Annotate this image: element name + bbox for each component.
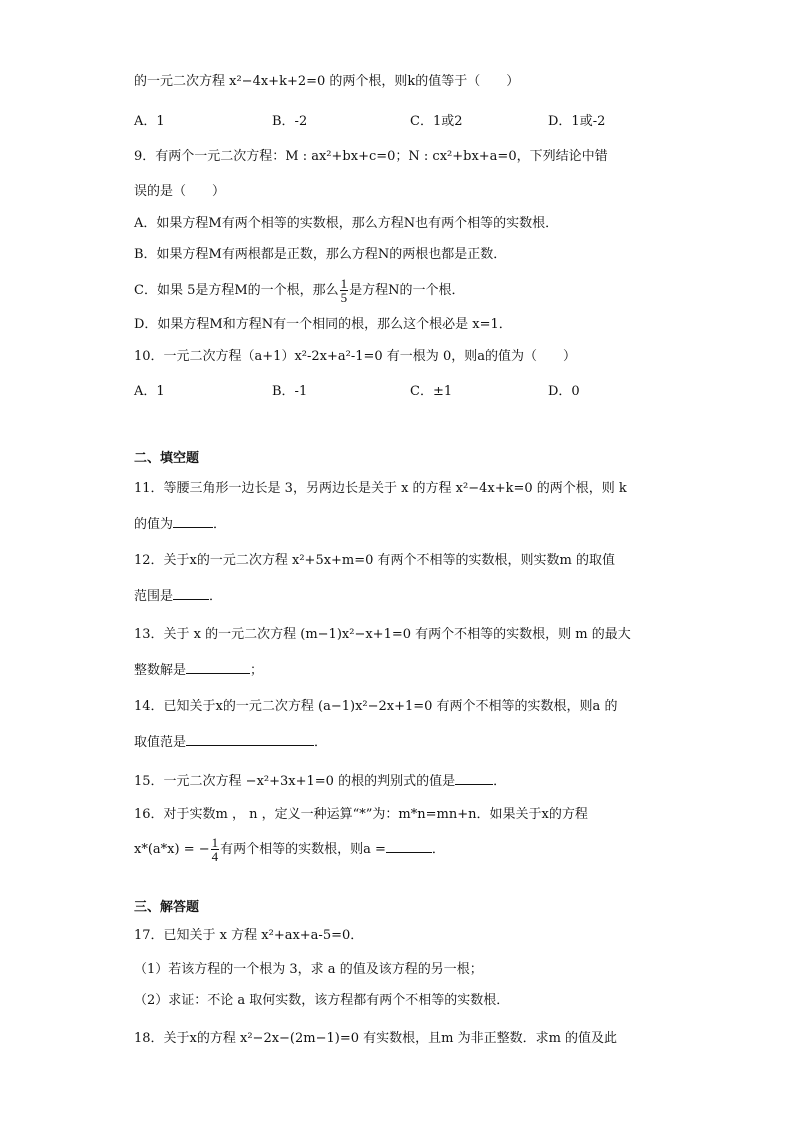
q11-stem-line1: 11．等腰三角形一边长是 3，另两边长是关于 x 的方程 x²−4x+k=0 的两个根，则 k [134,481,627,496]
q8-option-c: C．1或2 [410,114,463,129]
q14-stem-line2: 取值范是 ． [134,735,328,750]
q12-stem-line1: 12．关于x的一元二次方程 x²+5x+m=0 有两个不相等的实数根，则实数m 的取值 [134,553,616,568]
q11-answer-blank[interactable] [173,515,213,528]
q16-answer-blank[interactable] [386,840,432,853]
q11-label: 的值为 [134,517,174,532]
section-heading-fill-in: 二、填空题 [134,451,200,466]
q13-stem-line1: 13．关于 x 的一元二次方程 (m−1)x²−x+1=0 有两个不相等的实数根，则 m 的最大 [134,627,631,642]
q16-stem-line2: x*(a*x) = − $\frac{1}{4}$ 有两个相等的实数根，则a = ． [134,835,445,864]
q15-stem: 15．一元二次方程 −x²+3x+1=0 的根的判别式的值是 ． [134,774,507,789]
q16-fraction [211,836,220,863]
q8-stem: 的一元二次方程 x²−4x+k+2=0 的两个根，则k的值等于（ ） [134,74,520,89]
fraction-numerator: 1 [340,276,348,291]
q15-answer-blank[interactable] [455,772,493,785]
q12-label: 范围是 [134,589,174,604]
q9-option-c-post: 是方程N的一个根． [349,283,465,298]
q11-stem-line2: 的值为 ． [134,517,227,532]
q14-answer-blank[interactable] [186,733,314,746]
q10-stem: 10．一元二次方程（a+1）x²-2x+a²-1=0 有一根为 0，则a的值为（ ） [134,349,576,364]
q9-stem-line1: 9．有两个一元二次方程：M : ax²+bx+c=0；N : cx²+bx+a=0，下列结论中错 [134,149,608,164]
section-heading-solutions: 三、解答题 [134,900,200,915]
q17-stem: 17．已知关于 x 方程 x²+ax+a-5=0． [134,928,364,943]
q13-label: 整数解是 [134,663,187,678]
q12-answer-blank[interactable] [173,587,209,600]
q17-part1: （1）若该方程的一个根为 3，求 a 的值及该方程的另一根； [134,962,483,977]
q16-equation: x*(a*x) = − [134,842,210,857]
q10-option-b: B．-1 [272,384,308,399]
q10-option-d: D．0 [548,384,580,399]
q13-stem-line2: 整数解是 ； [134,663,264,678]
fraction-numerator: 1 [211,835,219,850]
q9-stem-line2: 误的是（ ） [134,184,226,199]
q14-stem-line1: 14．已知关于x的一元二次方程 (a−1)x²−2x+1=0 有两个不相等的实数根，则a 的 [134,699,618,714]
q18-stem-line1: 18．关于x的方程 x²−2x−(2m−1)=0 有实数根，且m 为非正整数．求m 的值及此 [134,1031,618,1046]
q8-option-a: A．1 [134,114,165,129]
q9-option-b: B．如果方程M有两根都是正数，那么方程N的两根也都是正数． [134,247,507,262]
q10-option-c: C．±1 [410,384,453,399]
q17-part2: （2）求证：不论 a 取何实数，该方程都有两个不相等的实数根． [134,993,510,1008]
q10-option-a: A．1 [134,384,165,399]
q9-option-c-pre: C．如果 5是方程M的一个根，那么 [134,283,339,298]
q16-stem-line1: 16．对于实数m ， n ，定义一种运算“*”为：m*n=mn+n．如果关于x的方程 [134,807,588,822]
fraction-denominator: 4 [211,849,219,864]
q14-label: 取值范是 [134,735,187,750]
q8-option-d: D．1或-2 [548,114,606,129]
q13-answer-blank[interactable] [186,661,250,674]
q15-label: 15．一元二次方程 −x²+3x+1=0 的根的判别式的值是 [134,774,456,789]
q9-option-d: D．如果方程M和方程N有一个相同的根，那么这个根必是 x=1． [134,317,512,332]
q9-option-c-fraction [340,277,349,304]
q9-option-c [134,277,465,304]
q9-option-a: A．如果方程M有两个相等的实数根，那么方程N也有两个相等的实数根． [134,216,559,231]
q16-label: 有两个相等的实数根，则a = [220,842,386,857]
q8-option-b: B．-2 [272,114,308,129]
fraction-denominator: 5 [340,290,348,305]
q12-stem-line2: 范围是 ． [134,589,223,604]
